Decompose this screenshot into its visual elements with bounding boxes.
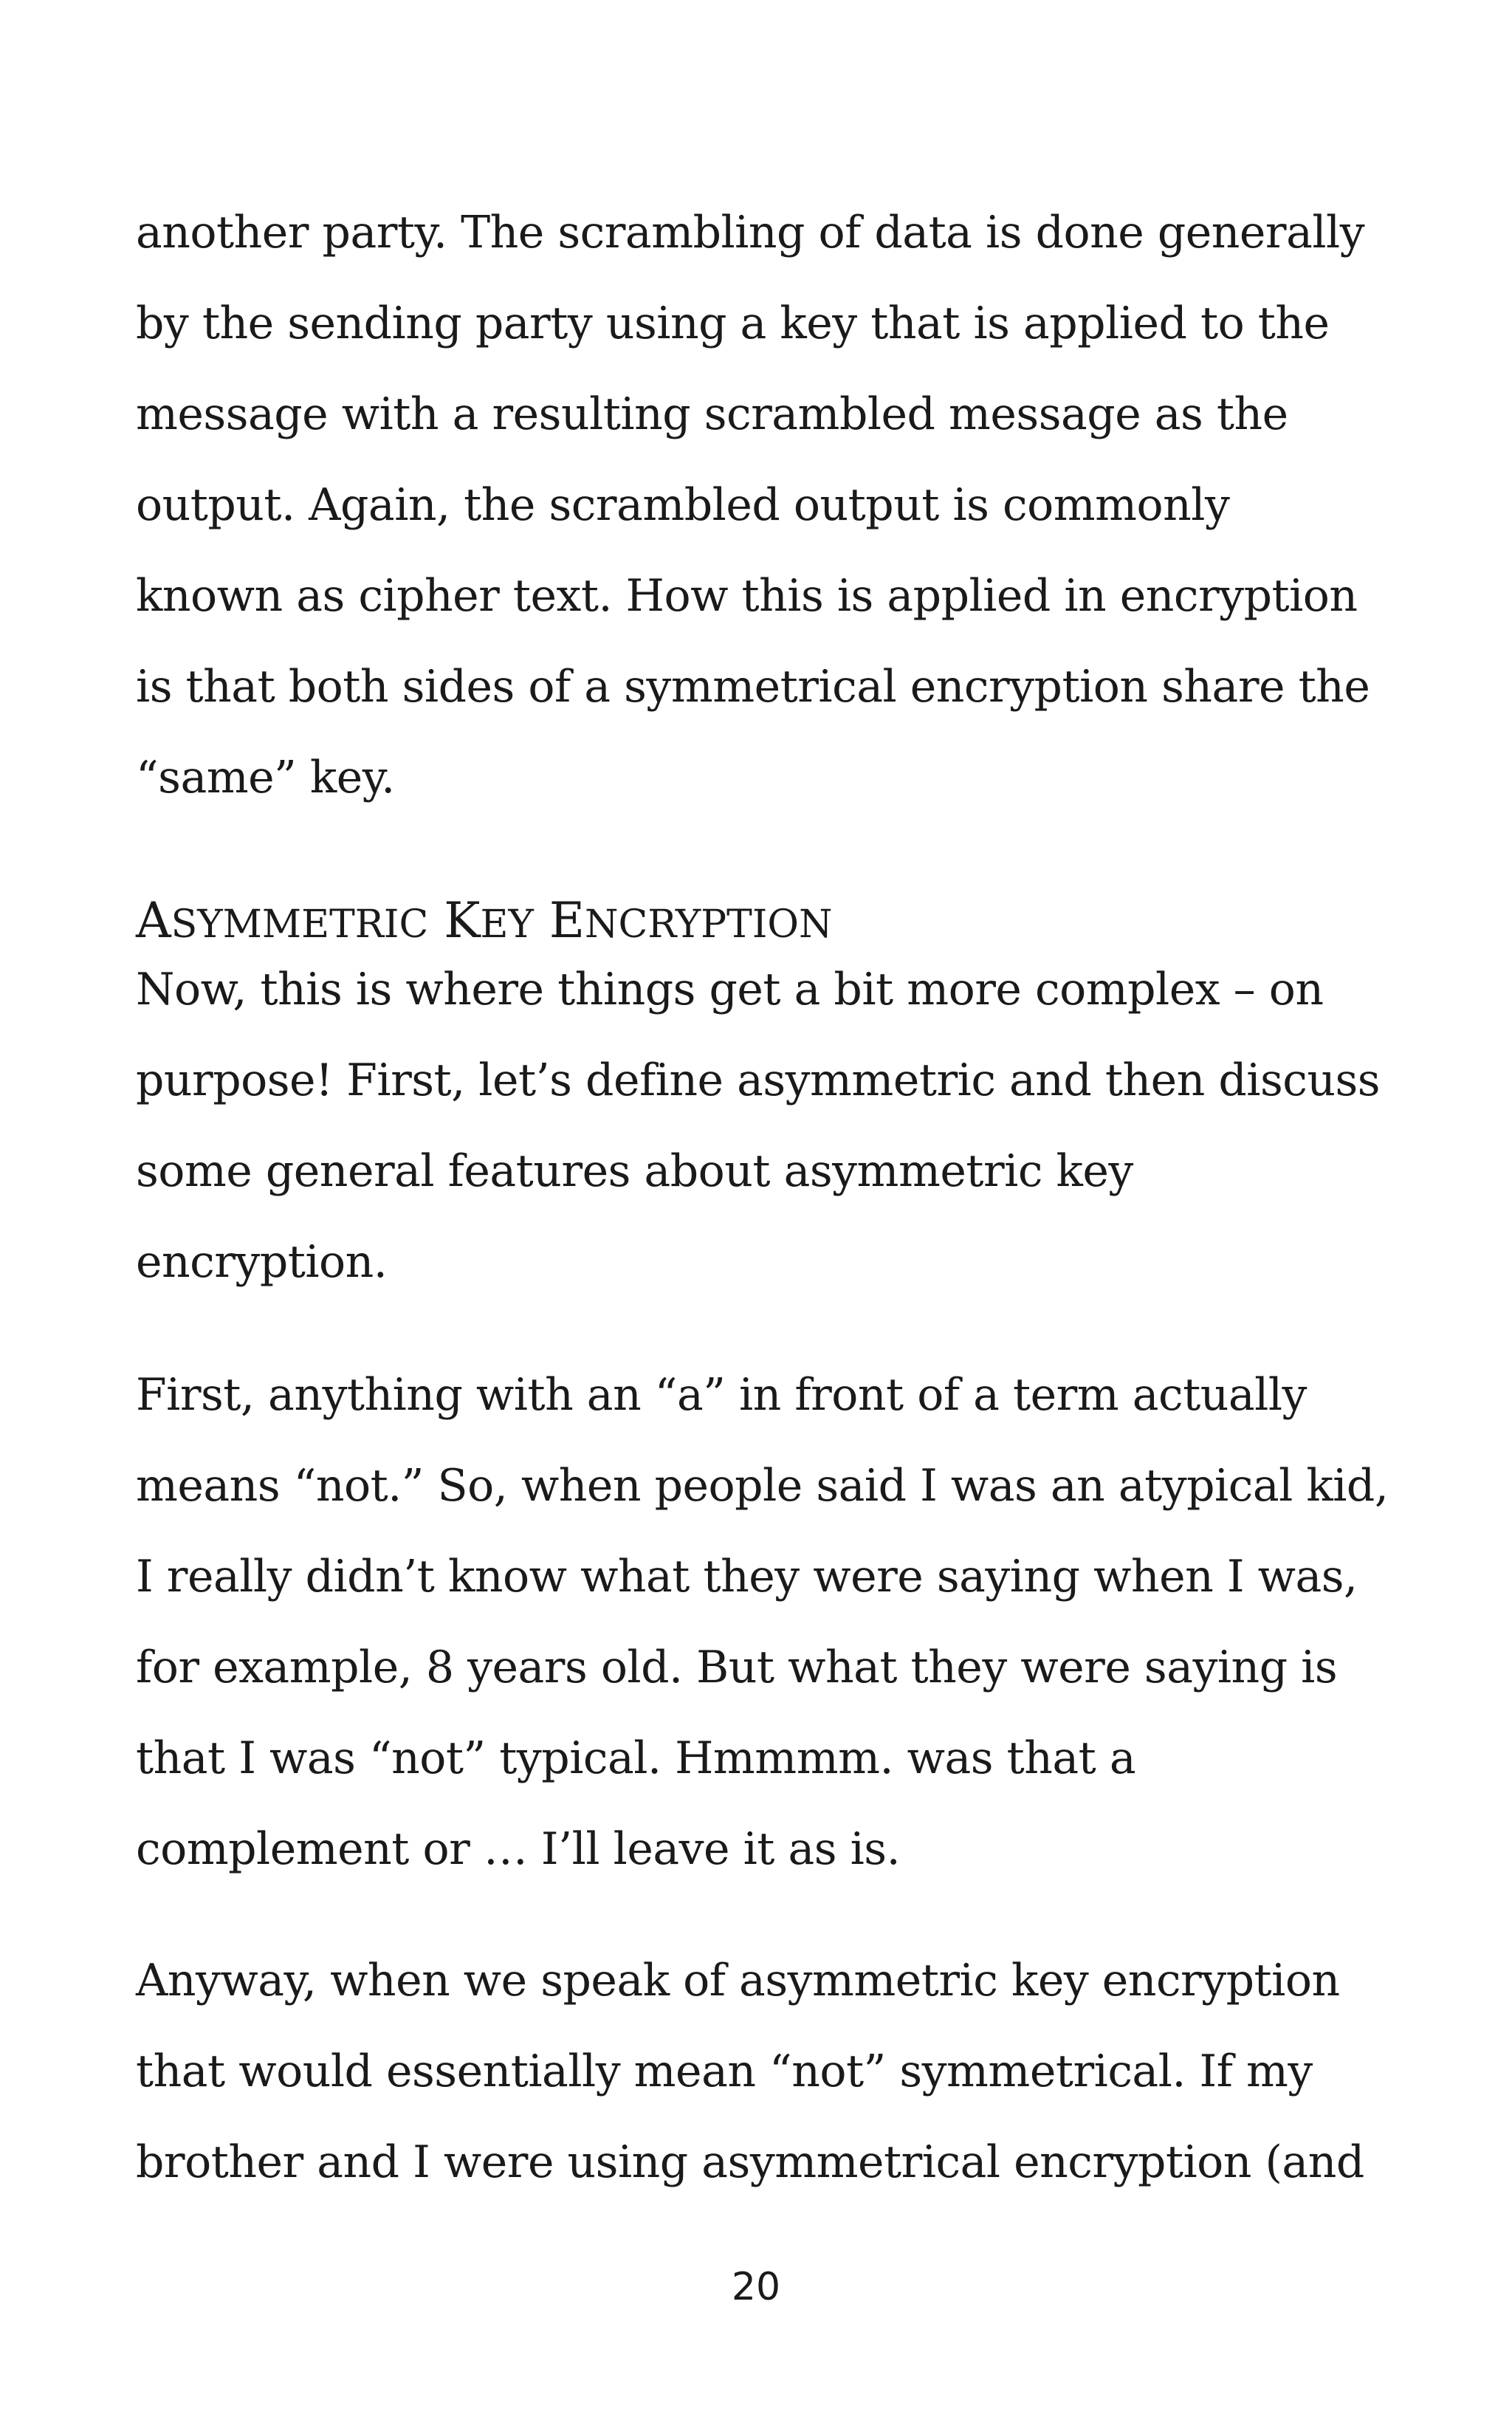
paragraph-line: that I was “not” typical. Hmmmm. was that a — [136, 1732, 1136, 1784]
paragraph-line: some general features about asymmetric key — [136, 1145, 1133, 1197]
paragraph-line: Anyway, when we speak of asymmetric key encryption — [136, 1955, 1340, 2006]
paragraph-line: that would essentially mean “not” symmetrical. If my — [136, 2046, 1313, 2097]
paragraph-line: means “not.” So, when people said I was an atypical kid, — [136, 1460, 1389, 1512]
page-number: 20 — [731, 2265, 781, 2309]
paragraph-asymmetric-intro — [136, 945, 1406, 1308]
paragraph-line: “same” key. — [136, 752, 395, 803]
paragraph-line: brother and I were using asymmetrical encryption (and — [136, 2136, 1364, 2188]
paragraph-line: encryption. — [136, 1236, 388, 1288]
paragraph-line: another party. The scrambling of data is done generally — [136, 207, 1365, 258]
paragraph-line: complement or … I’ll leave it as is. — [136, 1823, 901, 1875]
paragraph-line: output. Again, the scrambled output is commonly — [136, 479, 1230, 531]
paragraph-line: Now, this is where things get a bit more complex – on — [136, 964, 1324, 1015]
paragraph-symmetric-continuation — [136, 188, 1406, 823]
paragraph-line: I really didn’t know what they were saying when I was, — [136, 1551, 1358, 1603]
section-heading-asymmetric-key-encryption: ASYMMETRIC KEY ENCRYPTION — [136, 892, 833, 949]
paragraph-atypical — [136, 1350, 1406, 1895]
paragraph-line: by the sending party using a key that is applied to the — [136, 298, 1330, 349]
paragraph-line: is that both sides of a symmetrical encryption share the — [136, 661, 1370, 713]
paragraph-anyway — [136, 1936, 1406, 2208]
paragraph-line: known as cipher text. How this is applied in encryption — [136, 570, 1358, 622]
paragraph-line: purpose! First, let’s define asymmetric and then discuss — [136, 1055, 1381, 1106]
paragraph-line: First, anything with an “a” in front of a term actually — [136, 1369, 1307, 1421]
paragraph-line: for example, 8 years old. But what they were saying is — [136, 1642, 1338, 1693]
paragraph-line: message with a resulting scrambled message as the — [136, 388, 1288, 440]
